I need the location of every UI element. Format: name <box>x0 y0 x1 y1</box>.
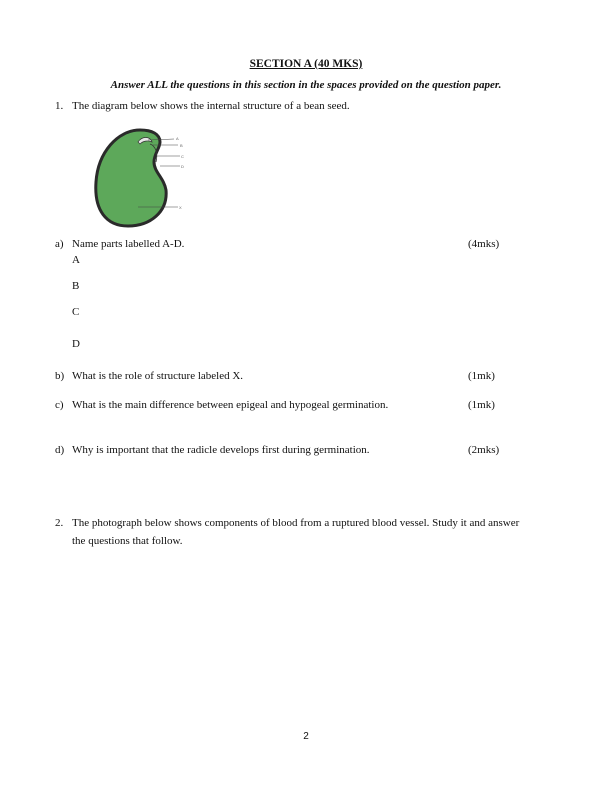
q1d-marker: d) <box>55 444 65 456</box>
question-1-text: The diagram below shows the internal structure of a bean seed. <box>72 100 350 112</box>
question-1-number: 1. <box>55 100 64 112</box>
q1b-text: What is the role of structure labeled X. <box>72 370 244 382</box>
q1a-part-d: D <box>72 338 80 350</box>
q1c-marks: (1mk) <box>468 399 495 411</box>
q1d-marks: (2mks) <box>468 444 500 456</box>
q1a-part-b: B <box>72 280 80 292</box>
q1a-text: Name parts labelled A-D. <box>72 238 185 250</box>
q1d-text: Why is important that the radicle develops first during germination. <box>72 444 370 456</box>
diagram-label-a: A <box>176 136 179 141</box>
q1a-marker: a) <box>55 238 64 250</box>
q1c-text: What is the main difference between epigeal and hypogeal germination. <box>72 399 389 411</box>
q1b-marks: (1mk) <box>468 370 495 382</box>
q1b-marker: b) <box>55 370 65 382</box>
seed-coat <box>96 130 166 226</box>
question-2-number: 2. <box>55 517 64 529</box>
bean-seed-diagram <box>88 122 198 232</box>
question-2-text-line-2: the questions that follow. <box>72 535 183 547</box>
diagram-label-x: X <box>179 205 182 210</box>
q1a-part-c: C <box>72 306 80 318</box>
q1a-part-a: A <box>72 254 80 266</box>
diagram-label-b: B <box>180 143 183 148</box>
question-2-text-line-1: The photograph below shows components of blood from a ruptured blood vessel. Study it and answer <box>72 517 520 529</box>
diagram-label-d: D <box>181 164 184 169</box>
section-title: SECTION A (40 MKS) <box>249 58 363 70</box>
section-instruction: Answer ALL the questions in this section in the spaces provided on the question paper. <box>110 79 502 91</box>
page-number: 2 <box>303 731 309 742</box>
q1a-marks: (4mks) <box>468 238 500 250</box>
q1c-marker: c) <box>55 399 64 411</box>
diagram-label-c: C <box>181 154 184 159</box>
